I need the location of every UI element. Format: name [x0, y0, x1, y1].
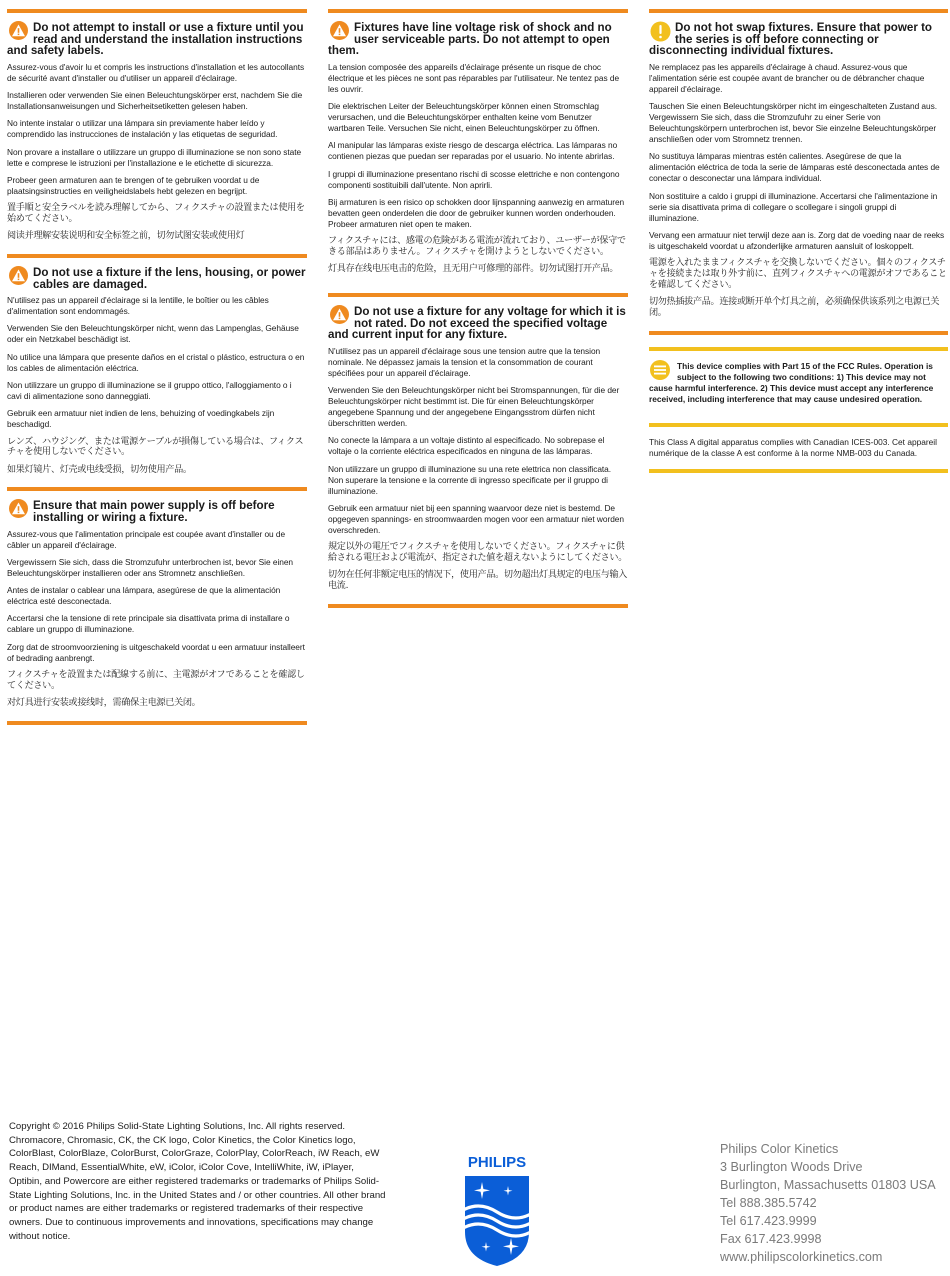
heading-text: Ensure that main power supply is off before installing or wiring a fixture. — [33, 499, 275, 524]
ices-statement: This Class A digital apparatus complies with Canadian ICES-003. Cet appareil numérique de la classe A est conforme à la norme NMB-003 du Canada. — [649, 436, 938, 458]
paragraph-de: Verwenden Sie den Beleuchtungskörper nicht, wenn das Lampenglas, Gehäuse oder ein Netzkabel beschädigt ist. — [7, 323, 299, 345]
paragraph-zh: 对灯具进行安装或接线时，需确保主电源已关闭。 — [7, 697, 201, 708]
warning-icon — [8, 499, 29, 521]
paragraph-nl: Gebruik een armatuur niet indien de lens, behuizing of voedingkabels zijn beschadigd. — [7, 408, 275, 430]
notice-heading — [649, 22, 948, 57]
paragraph-nl: Vervang een armatuur niet terwijl deze aan is. Zorg dat de voeding naar de reeks is uitgeschakeld voordat u afzonderlijke armaturen aansluit of loskoppelt. — [649, 229, 945, 251]
paragraph-nl: Zorg dat de stroomvoorziening is uitgeschakeld voordat u een armatuur installeert of bedrading aanbrengt. — [7, 641, 305, 663]
paragraph-zh: 切勿热插拔产品。连接或断开单个灯具之前，必须确保供该系列之电源已关闭。 — [649, 296, 940, 318]
heading-text: Fixtures have line voltage risk of shock and no user serviceable parts. Do not attempt to open them. — [328, 21, 612, 58]
paragraph-zh: 灯具存在线电压电击的危险，且无用户可修理的部件。切勿试图打开产品。 — [328, 264, 619, 275]
ices-compliance-box — [649, 423, 948, 473]
warning-icon — [8, 266, 29, 288]
philips-logo — [460, 1150, 534, 1268]
copyright-notice: Copyright © 2016 Philips Solid-State Lighting Solutions, Inc. All rights reserved. Chromacore, Chromasic, CK, the CK logo, Color Kinetics, the Color Kinetics logo, ColorBlast, ColorBlaze, ColorBurst, ColorGraze, ColorPlay, ColorReach, iW Reach, eW Reach, DIMand, EssentialWhite, eW, iColor, iColor Cove, IntelliWhite, iW, iPlayer, Optibin, and Powercore are either registered trademarks or trademarks of Philips Solid-State Lighting Solutions, Inc. in the United States and / or other countries. All other brand or product names are either trademarks or registered trademarks of their respective owners. Due to continuous improvements and innovations, specifications may change without notice. — [9, 1121, 386, 1242]
paragraph-de: Die elektrischen Leiter der Beleuchtungskörper können einen Stromschlag verursachen, und die Beleuchtungskörper enthalten keine vom Benutzer wartbaren Teile. Versuchen Sie nicht, einen Beleuchtungskörper zu öffnen. — [328, 101, 600, 134]
paragraph-es: Antes de instalar o cablear una lámpara, asegúrese de que la alimentación eléctrica esté desconectada. — [7, 585, 281, 607]
paragraph-fr: N'utilisez pas un appareil d'éclairage sous une tension autre que la tension nominale. Ne dépassez jamais la tension et la consommation de courant spécifiées pour un appareil d'éclairage. — [328, 345, 601, 378]
paragraph-it: Non sostituire a caldo i gruppi di illuminazione. Accertarsi che l'alimentazione in serie sia disattivata prima di collegare o scollegare i singoli gruppi di illuminazione. — [649, 190, 938, 223]
paragraph-fr: Assurez-vous que l'alimentation principale est coupée avant d'installer ou de câbler un appareil d'éclairage. — [7, 528, 286, 550]
warning-heading — [7, 500, 307, 523]
company-address — [720, 1140, 945, 1266]
notice-hot-swap — [649, 9, 948, 335]
paragraph-ja: レンズ、ハウジング、または電源ケーブルが損傷している場合は、フィクスチャを使用しないでください。 — [7, 436, 304, 458]
warning-rated-voltage — [328, 293, 628, 608]
paragraph-es: No sustituya lámparas mientras estén calientes. Asegúrese de que la alimentación eléctrica de toda la serie de lámparas esté desconectada antes de conectar o desconectar una lámpara individual. — [649, 151, 940, 184]
warning-heading — [7, 267, 307, 290]
warning-heading — [328, 306, 628, 341]
warning-heading — [328, 22, 628, 57]
warning-line-voltage — [328, 9, 628, 287]
heading-text: Do not use a fixture for any voltage for which it is not rated. Do not exceed the specified voltage and current input for any fixture. — [328, 304, 626, 342]
column-3 — [649, 9, 948, 473]
warning-damaged-fixture — [7, 254, 307, 487]
heading-text: Do not hot swap fixtures. Ensure that power to the series is off before connecting or disconnecting individual fixtures. — [649, 21, 933, 58]
paragraph-es: No utilice una lámpara que presente daños en el cristal o plástico, estructura o en los cables de alimentación eléctrica. — [7, 351, 305, 373]
warning-install-instructions — [7, 9, 307, 254]
paragraph-nl: Gebruik een armatuur niet bij een spanning waarvoor deze niet is bestemd. De opgegeven spannings- en stroomwaarden mogen voor een armatuur niet worden overschreden. — [328, 502, 624, 535]
warning-icon — [8, 21, 29, 43]
note-icon — [649, 360, 671, 383]
company-name: Philips Color Kinetics — [720, 1142, 839, 1156]
paragraph-it: I gruppi di illuminazione presentano rischi di scosse elettriche e non contengono componenti sostituibili dall'utente. Non aprirli. — [328, 168, 620, 190]
paragraph-it: Non provare a installare o utilizzare un gruppo di illuminazione se non sono state lette e comprese le istruzioni per l'installazione e le etichette di sicurezza. — [7, 146, 302, 168]
fax: Fax 617.423.9998 — [720, 1232, 822, 1246]
paragraph-nl: Probeer geen armaturen aan te brengen of te gebruiken voordat u de plaatsingsinstructies en veiligheidslabels hebt gelezen en begrijpt. — [7, 174, 260, 196]
paragraph-fr: Assurez-vous d'avoir lu et compris les instructions d'installation et les autocollants de sécurité avant d'installer ou d'utiliser un appareil d'éclairage. — [7, 61, 305, 83]
paragraph-zh: 切勿在任何非额定电压的情况下，使用产品。切勿超出灯具规定的电压与输入电流. — [328, 570, 627, 591]
paragraph-de: Installieren oder verwenden Sie einen Beleuchtungskörper erst, nachdem Sie die Installationsanweisungen und Sicherheitsetiketten gelesen haben. — [7, 90, 303, 112]
heading-text: Do not attempt to install or use a fixture until you read and understand the installation instructions and safety labels. — [7, 21, 304, 58]
paragraph-es: No conecte la lámpara a un voltaje distinto al especificado. No sobrepase el voltaje o la corriente eléctrica especificados en ninguna de las lámparas. — [328, 435, 605, 457]
paragraph-zh: 阅读并理解安装说明和安全标签之前，切勿试图安装或使用灯 — [7, 231, 245, 242]
paragraph-es: No intente instalar o utilizar una lámpara sin previamente haber leído y comprendido las instrucciones de instalación y las etiquetas de seguridad. — [7, 118, 278, 140]
column-2 — [328, 9, 628, 608]
paragraph-it: Non utilizzare un gruppo di illuminazione se il gruppo ottico, l'alloggiamento o i cavi di alimentazione sono danneggiati. — [7, 380, 292, 402]
paragraph-es: Al manipular las lámparas existe riesgo de descarga eléctrica. Las lámparas no contienen piezas que puedan ser reparadas por el usuario. No intente abrirlas. — [328, 140, 618, 162]
column-1 — [7, 9, 307, 725]
paragraph-ja: フィクスチャには、感電の危険がある電流が流れており、ユーザーが保守できる部品はありません。フィクスチャを開けようとしないでください。 — [328, 236, 626, 258]
street-address: 3 Burlington Woods Drive — [720, 1160, 863, 1174]
paragraph-fr: N'utilisez pas un appareil d'éclairage si la lentille, le boîtier ou les câbles d'alimentation sont endommagés. — [7, 295, 269, 317]
paragraph-it: Non utilizzare un gruppo di illuminazione su una rete elettrica non classificata. Non superare la tensione e la corrente di ingresso specificate per il gruppo di illuminazione. — [328, 463, 612, 496]
paragraph-ja: 置手順と安全ラベルを読み理解してから、フィクスチャの設置または使用を始めてください。 — [7, 203, 305, 225]
phone-1: Tel 888.385.5742 — [720, 1196, 817, 1210]
paragraph-fr: Ne remplacez pas les appareils d'éclairage à chaud. Assurez-vous que l'alimentation série est coupée avant de brancher ou de débrancher chaque appareil d'éclairage. — [649, 61, 925, 94]
fcc-compliance-box — [649, 347, 948, 415]
paragraph-ja: 電源を入れたままフィクスチャを交換しないでください。個々のフィクスチャを接続または取り外す前に、直列フィクスチャへの電源がオフであることを確認してください。 — [649, 258, 947, 290]
warning-icon — [329, 21, 350, 43]
warning-heading — [7, 22, 307, 57]
warning-main-power — [7, 487, 307, 724]
paragraph-de: Verwenden Sie den Beleuchtungskörper nicht bei Stromspannungen, für die der Beleuchtungskörper nicht bestimmt ist. Die für einen Beleuchtungskörper angegebene Spannung und der angegebene Eingangsstrom dürfen nicht überschritten werden. — [328, 385, 620, 429]
logo-wordmark: PHILIPS — [467, 1154, 527, 1171]
paragraph-de: Vergewissern Sie sich, dass die Stromzufuhr unterbrochen ist, bevor Sie einen Beleuchtungskörper installieren oder ans Stromnetz anschließen. — [7, 556, 294, 578]
heading-text: Do not use a fixture if the lens, housing, or power cables are damaged. — [33, 265, 306, 291]
phone-2: Tel 617.423.9999 — [720, 1214, 817, 1228]
paragraph-fr: La tension composée des appareils d'éclairage présente un risque de choc électrique et les pièces ne sont pas réparables par l'utilisateur. Ne tentez pas de les ouvrir. — [328, 61, 620, 94]
caution-icon — [650, 21, 671, 45]
city-state-zip: Burlington, Massachusetts 01803 USA — [720, 1178, 936, 1192]
paragraph-it: Accertarsi che la tensione di rete principale sia disattivata prima di installare o cablare un gruppo di illuminazione. — [7, 613, 290, 635]
fcc-statement — [649, 361, 948, 405]
website-link[interactable]: www.philipscolorkinetics.com — [720, 1250, 883, 1264]
paragraph-de: Tauschen Sie einen Beleuchtungskörper nicht im eingeschalteten Zustand aus. Vergewissern Sie sich, dass die Stromzufuhr zu einer Serie von Beleuchtungskörpern unterbrochen ist, bevor Sie einzelne Beleuchtungskörper anschließen oder vom Stromnetz trennen. — [649, 101, 938, 145]
fcc-text: This device complies with Part 15 of the FCC Rules. Operation is subject to the following two conditions: 1) This device may not cause harmful interference. 2) This device must accept any interference received, including interference that may cause undesired operation. — [649, 360, 934, 404]
paragraph-ja: フィクスチャを設置または配線する前に、主電源がオフであることを確認してください。 — [7, 669, 305, 691]
warning-icon — [329, 305, 350, 327]
paragraph-ja: 規定以外の電圧でフィクスチャを使用しないでください。フィクスチャに供給される電圧および電流が、指定された値を超えないようにしてください。 — [328, 542, 627, 564]
paragraph-zh: 如果灯镜片、灯壳或电线受损，切勿使用产品。 — [7, 464, 192, 475]
paragraph-nl: Bij armaturen is een risico op schokken door lijnspanning aanwezig en armaturen bevatten geen onderdelen die door de gebruiker kunnen worden onderhouden. Probeer armaturen niet open te maken. — [328, 196, 625, 229]
